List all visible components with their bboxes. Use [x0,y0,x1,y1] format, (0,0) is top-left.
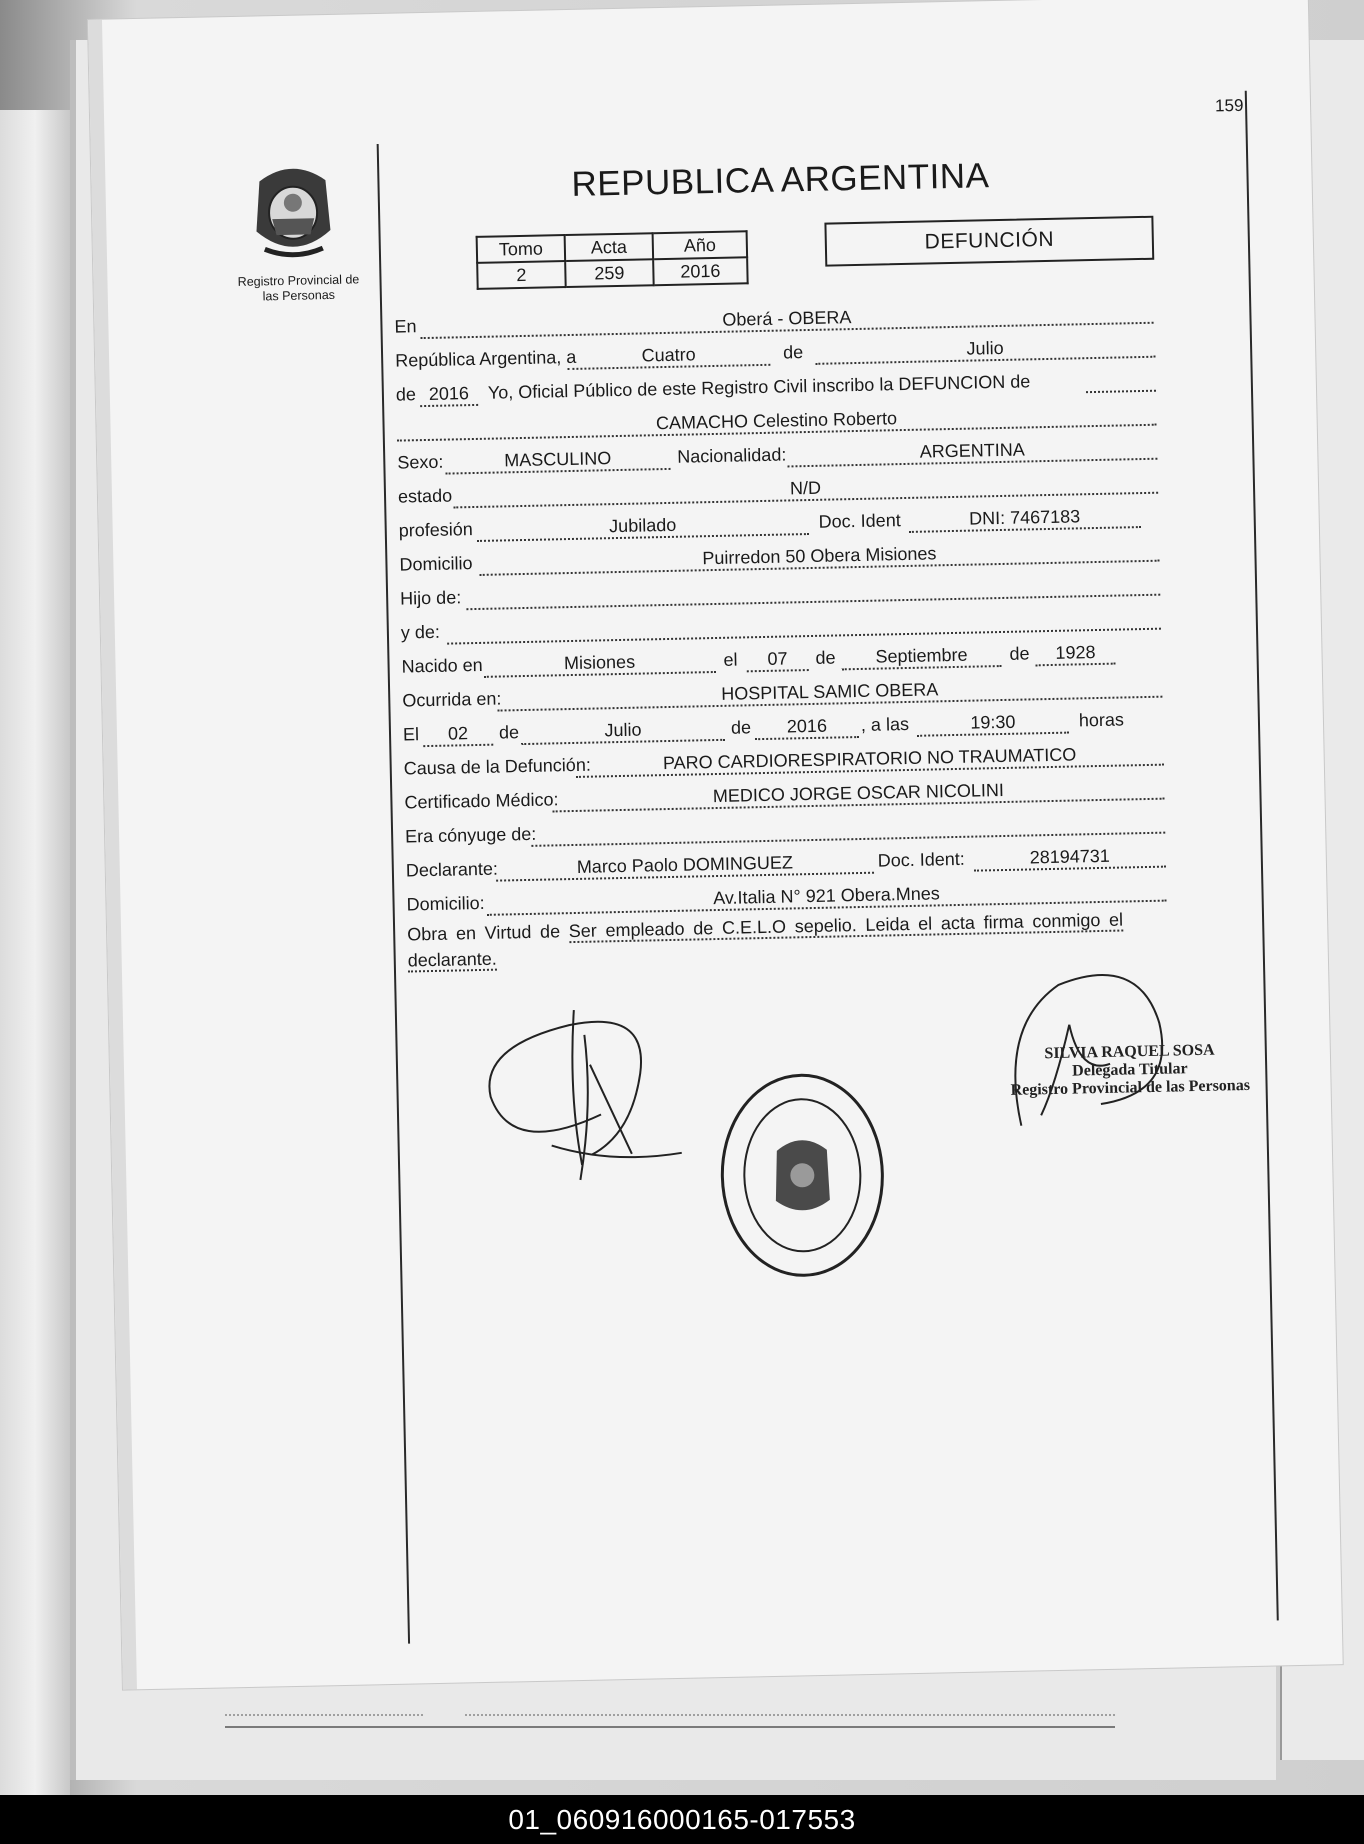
acta-value: 259 [565,259,654,287]
doc-label: Doc. Ident [818,510,901,532]
scan-file-id: 01_060916000165-017553 [0,1795,1364,1844]
anio-value: 2016 [653,257,748,285]
certificado-label: Certificado Médico: [404,789,559,813]
tomo-header: Tomo [477,235,566,263]
month-field: Julio [815,334,1155,365]
horas-label: horas [1078,709,1125,731]
declarant-signature [479,1003,683,1197]
conyuge-field [531,810,1165,847]
de-label: de [730,717,752,738]
official-role: Delegada Titular [1072,1060,1188,1080]
hijo-label: Hijo de: [399,587,462,609]
de-label: de [782,342,804,363]
record-table-values [477,257,747,289]
tomo-value: 2 [477,261,566,289]
official-seal [715,1069,889,1283]
document-title: REPUBLICA ARGENTINA [571,156,990,204]
de-label: de [498,722,520,743]
nacionalidad-label: Nacionalidad: [677,444,787,467]
muerte-mes-field: Julio [521,717,725,745]
anio-header: Año [653,231,748,259]
year-field: 2016 [420,382,478,407]
muerte-dia-field: 02 [423,722,493,747]
de-label: de [395,384,417,405]
record-table [476,230,749,290]
deceased-name-field: CAMACHO Celestino Roberto [396,402,1156,442]
decl-domicilio-field: Av.Italia N° 921 Obera.Mnes [486,878,1166,916]
acta-header: Acta [565,233,654,261]
republica-label: República Argentina, a [394,346,577,371]
ocurrida-label: Ocurrida en: [402,688,502,711]
virtud-field: Ser empleado de C.E.L.O sepelio. Leida el acta firma conmigo el declarante. [407,909,1124,971]
decl-doc-label: Doc. Ident: [877,848,966,871]
domicilio-label: Domicilio [399,553,473,575]
misiones-crest-icon [249,160,337,262]
binding-strip [0,110,70,1800]
virtud-label: Obra en Virtud de [407,921,561,945]
virtud-paragraph [407,907,1124,974]
registry-line-2: las Personas [262,287,336,304]
alas-label: , a las [860,713,910,735]
inscribo-blank [1086,368,1156,393]
nacionalidad-field: ARGENTINA [787,436,1157,468]
registry-caption [228,272,369,305]
de-label: de [1009,643,1030,664]
official-name: SILVIA RAQUEL SOSA [1044,1041,1215,1063]
doc-field: DNI: 7467183 [908,504,1140,533]
day-field: Cuatro [567,342,770,370]
el-label: El [402,724,420,745]
underlying-form-lines [225,1705,1115,1745]
estado-label: estado [397,485,453,507]
nacido-mes-field: Septiembre [841,643,1001,670]
profesion-label: profesión [398,519,474,541]
right-margin-line [1245,91,1279,1621]
place-field: Oberá - OBERA [420,300,1153,339]
declarante-label: Declarante: [405,858,499,881]
record-type-box: DEFUNCIÓN [824,216,1154,267]
official-office: Registro Provincial de las Personas [1010,1076,1251,1099]
muerte-anio-field: 2016 [755,714,859,740]
causa-field: PARO CARDIORESPIRATORIO NO TRAUMATICO [575,742,1163,778]
domicilio-field: Puirredon 50 Obera Misiones [479,538,1159,576]
yde-field [447,606,1161,645]
inscribo-text: Yo, Oficial Público de este Registro Civil inscribo la DEFUNCION de [487,371,1031,403]
decl-doc-field: 28194731 [974,844,1166,872]
estado-field: N/D [453,470,1158,509]
page-number: 159 [1214,95,1244,116]
sexo-field: MASCULINO [445,446,670,475]
yde-label: y de: [400,621,441,643]
official-stamp [1010,1041,1250,1100]
decl-domicilio-label: Domicilio: [406,892,485,915]
sexo-label: Sexo: [397,451,444,473]
muerte-hora-field: 19:30 [917,710,1069,737]
death-certificate-sheet [88,0,1343,1690]
conyuge-label: Era cónyuge de: [404,823,537,847]
de-label: de [815,647,836,668]
en-label: En [394,316,417,337]
certificado-field: MEDICO JORGE OSCAR NICOLINI [552,776,1164,813]
nacido-anio-field: 1928 [1035,641,1115,667]
registry-line-1: Registro Provincial de [237,272,360,289]
ocurrida-field: HOSPITAL SAMIC OBERA [497,674,1162,712]
nacido-label: Nacido en [401,654,483,677]
causa-label: Causa de la Defunción: [403,754,592,779]
hijo-field [466,572,1160,611]
nacido-lugar-field: Misiones [483,649,715,678]
profesion-field: Jubilado [477,511,809,542]
declarante-field: Marco Paolo DOMINGUEZ [496,850,874,882]
nacido-dia-field: 07 [746,647,808,672]
el-label: el [723,649,738,670]
